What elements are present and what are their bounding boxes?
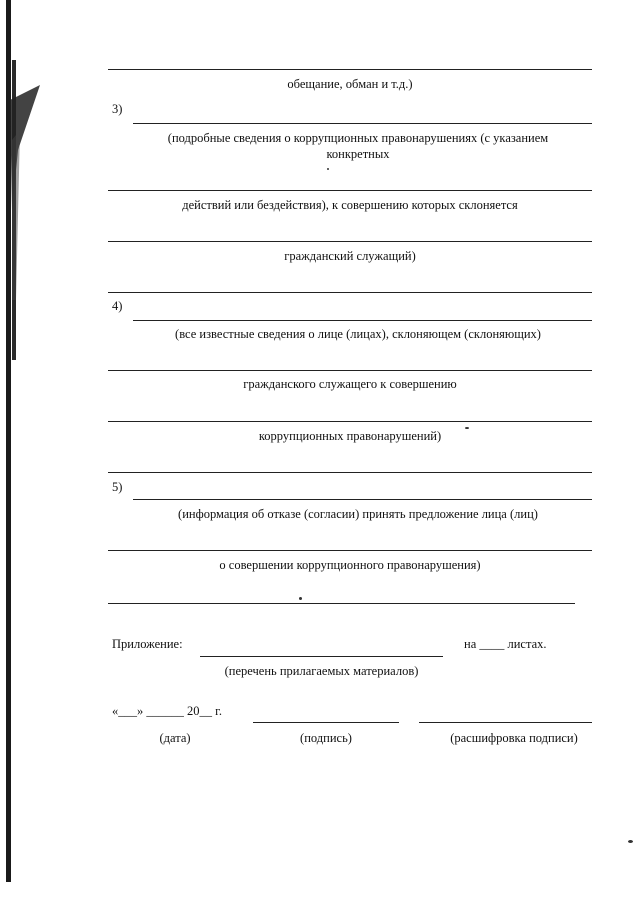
item4-caption-servant: гражданского служащего к совершению — [243, 377, 457, 391]
scan-speck — [628, 840, 633, 843]
fill-line-8 — [108, 550, 592, 551]
item3-caption-b: конкретных — [326, 147, 390, 161]
fill-line-3 — [108, 241, 592, 242]
fill-line-item4 — [133, 320, 592, 321]
signature-caption: (подпись) — [300, 731, 352, 745]
fill-line-4 — [108, 292, 592, 293]
item-number-5: 5) — [112, 480, 123, 494]
scan-smudge-graphic — [0, 0, 50, 300]
signature-decode-caption: (расшифровка подписи) — [450, 731, 578, 745]
attachment-label: Приложение: — [112, 637, 183, 651]
item4-caption-offenses: коррупционных правонарушений) — [258, 429, 442, 443]
item5-caption-commit: о совершении коррупционного правонарушения) — [219, 558, 481, 572]
item5-caption-refusal: (информация об отказе (согласии) принять предложение лица (лиц) — [178, 507, 538, 521]
attachment-fill-line — [200, 656, 443, 657]
fill-line-5 — [108, 370, 592, 371]
item-number-4: 4) — [112, 299, 123, 313]
attachment-caption: (перечень прилагаемых материалов) — [224, 664, 419, 678]
item3-caption-servant: гражданский служащий) — [284, 249, 416, 263]
scan-speck — [465, 427, 469, 429]
fill-line-item5 — [133, 499, 592, 500]
attachment-pages: на ____ листах. — [464, 637, 547, 651]
item3-caption-actions: действий или бездействия), к совершению которых склоняется — [182, 198, 518, 212]
fill-line-7 — [108, 472, 592, 473]
scan-speck — [327, 168, 329, 170]
signature-decode-fill-line — [419, 722, 592, 723]
signature-fill-line — [253, 722, 399, 723]
item3-caption-a: (подробные сведения о коррупционных правонарушениях (с указанием — [167, 131, 549, 145]
item4-caption-persons: (все известные сведения о лице (лицах), склоняющем (склоняющих) — [175, 327, 541, 341]
fill-line-1 — [108, 69, 592, 70]
date-field: «___» ______ 20__ г. — [112, 704, 222, 718]
item-number-3: 3) — [112, 102, 123, 116]
scan-speck — [299, 597, 302, 600]
date-caption: (дата) — [159, 731, 191, 745]
fill-line-2 — [108, 190, 592, 191]
fill-line-item3 — [133, 123, 592, 124]
line-promise-text: обещание, обман и т.д.) — [287, 77, 413, 91]
fill-line-6 — [108, 421, 592, 422]
fill-line-9 — [108, 603, 575, 604]
